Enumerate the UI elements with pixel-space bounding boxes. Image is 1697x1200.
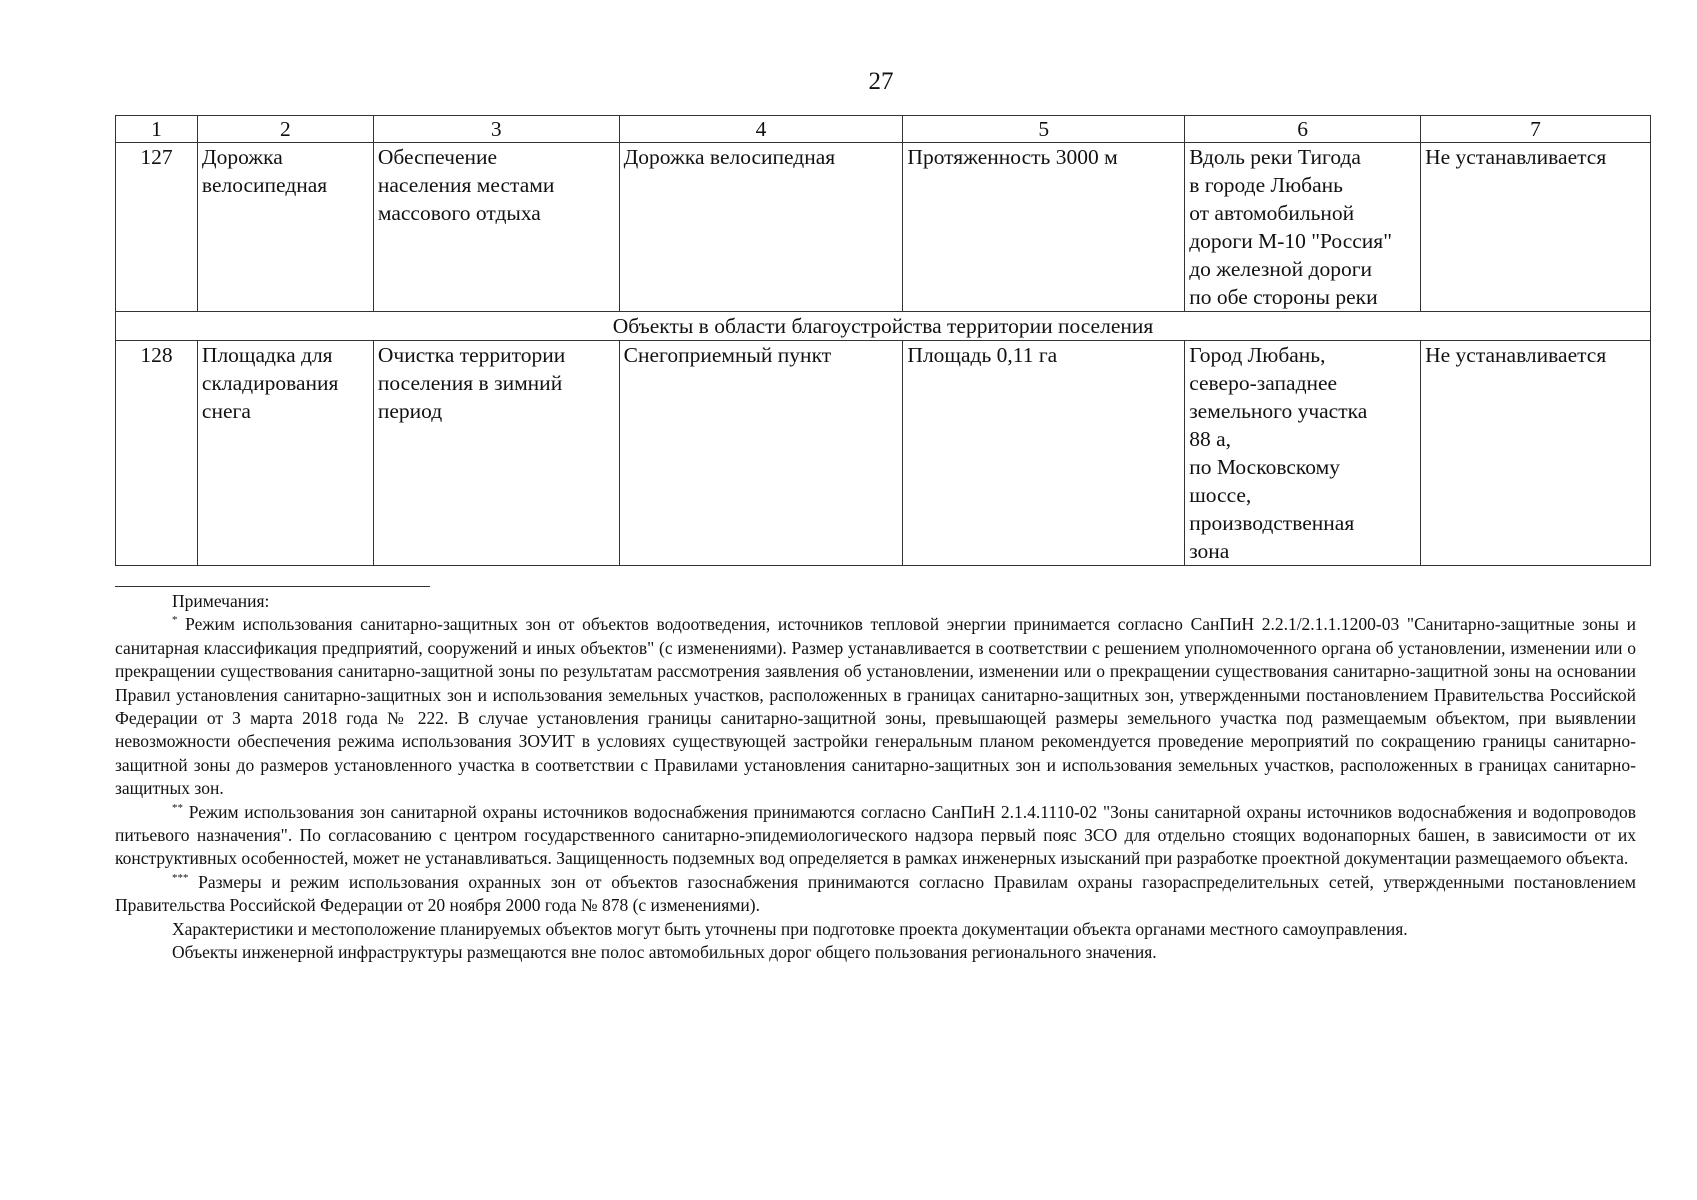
notes-section	[115, 590, 1636, 965]
purpose-cell: Обеспечение населения местами массового отдыха	[373, 143, 619, 312]
note-text: Размеры и режим использования охранных зон от объектов газоснабжения принимаются согласно Правилам охраны газораспределительных сетей, утвержденными постановлением Правительства Российской Федерации от 20 ноября 2000 года № 878 (с изменениями).	[115, 871, 1636, 916]
header-cell: 7	[1421, 116, 1651, 143]
location-cell: Город Любань, северо-западнее земельного участка 88 а, по Московскому шоссе, производственная зона	[1185, 341, 1421, 566]
object-name-cell: Площадка для складирования снега	[197, 341, 373, 566]
row-number-cell: 128	[116, 341, 198, 566]
object-type-cell: Снегоприемный пункт	[619, 341, 903, 566]
footnote-mark: ***	[172, 871, 189, 884]
section-title: Объекты в области благоустройства территории поселения	[116, 312, 1651, 341]
characteristics-cell: Протяженность 3000 м	[903, 143, 1185, 312]
note-paragraph: Характеристики и местоположение планируемых объектов могут быть уточнены при подготовке проекта документации объекта органами местного самоуправления.	[172, 918, 1408, 939]
zone-cell: Не устанавливается	[1421, 341, 1651, 566]
header-cell: 3	[373, 116, 619, 143]
note-text: Режим использования санитарно-защитных зон от объектов водоотведения, источников тепловой энергии принимается согласно СанПиН 2.2.1/2.1.1.1200-03 "Санитарно-защитные зоны и санитарная классификация предприятий, сооружений и иных объектов" (с изменениями). Размер устанавливается в соответствии с решением уполномоченного органа об установлении, изменении или о прекращении существования санитарно-защитной зоны по результатам рассмотрения заявления об установлении, изменении или о прекращении существования санитарно-защитной зоны на основании Правил установления санитарно-защитных зон и использования земельных участков, расположенных в границах санитарно-защитных зон, утвержденными постановлением Правительства Российской Федерации от 3 марта 2018 года № 222. В случае установления границы санитарно-защитной зоны, превышающей размеры земельного участка под размещаемым объектом, при выявлении невозможности обеспечения режима использования ЗОУИТ в условиях существующей застройки генеральным планом рекомендуется проведение мероприятий по сокращению границы санитарно-защитной зоны до размеров установленного участка в соответствии с Правилами установления санитарно-защитных зон и использования земельных участков, расположенных в границах санитарно-защитных зон.	[115, 614, 1636, 799]
zone-cell: Не устанавливается	[1421, 143, 1651, 312]
footnote-mark: *	[172, 614, 178, 627]
header-cell: 5	[903, 116, 1185, 143]
note-3	[115, 871, 1636, 918]
note-2	[115, 801, 1636, 871]
table-row	[116, 341, 1651, 566]
object-name-cell: Дорожка велосипедная	[197, 143, 373, 312]
header-cell: 4	[619, 116, 903, 143]
section-row	[116, 312, 1651, 341]
header-cell: 6	[1185, 116, 1421, 143]
location-cell: Вдоль реки Тигода в городе Любань от автомобильной дороги М-10 "Россия" до железной дороги по обе стороны реки	[1185, 143, 1421, 312]
objects-table	[115, 115, 1651, 566]
header-cell: 1	[116, 116, 198, 143]
page-number: 27	[868, 68, 894, 95]
table-header-row	[116, 116, 1651, 143]
purpose-cell: Очистка территории поселения в зимний период	[373, 341, 619, 566]
object-type-cell: Дорожка велосипедная	[619, 143, 903, 312]
header-cell: 2	[197, 116, 373, 143]
footnote-divider	[115, 586, 430, 587]
note-1	[115, 613, 1636, 800]
note-text: Режим использования зон санитарной охраны источников водоснабжения принимаются согласно СанПиН 2.1.4.1110-02 "Зоны санитарной охраны источников водоснабжения и водопроводов питьевого назначения". По согласованию с центром государственного санитарно-эпидемиологического надзора первый пояс ЗСО для отдельно стоящих водонапорных башен, в зависимости от их конструктивных особенностей, может не устанавливаться. Защищенность подземных вод определяется в рамках инженерных изысканий при разработке проектной документации размещаемого объекта.	[115, 801, 1636, 869]
note-paragraph: Объекты инженерной инфраструктуры размещаются вне полос автомобильных дорог общего пользования регионального значения.	[172, 942, 1157, 963]
footnote-mark: **	[172, 801, 183, 814]
notes-title: Примечания:	[172, 591, 270, 611]
characteristics-cell: Площадь 0,11 га	[903, 341, 1185, 566]
table-row	[116, 143, 1651, 312]
row-number-cell: 127	[116, 143, 198, 312]
